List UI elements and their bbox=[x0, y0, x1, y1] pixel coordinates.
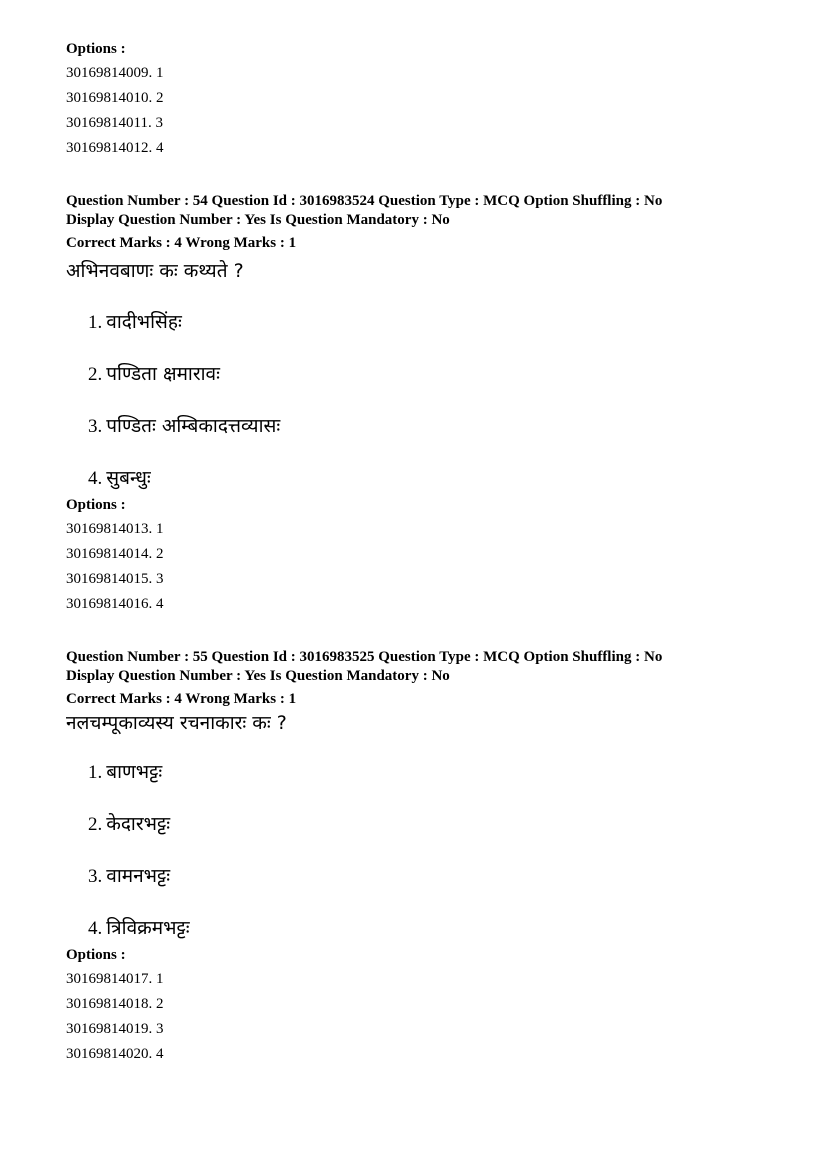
choice-number: 2. bbox=[88, 814, 103, 835]
choice-text: केदारभट्टः bbox=[106, 813, 171, 835]
option-id: 30169814015. 3 bbox=[66, 571, 164, 587]
question-marks: Correct Marks : 4 Wrong Marks : 1 bbox=[66, 235, 297, 251]
choice-item bbox=[88, 863, 170, 891]
choice-text: पण्डितः अम्बिकादत्तव्यासः bbox=[106, 415, 281, 437]
question-text: नलचम्पूकाव्यस्य रचनाकारः कः ? bbox=[66, 712, 287, 734]
choice-text: त्रिविक्रमभट्टः bbox=[106, 917, 190, 939]
choice-item bbox=[88, 309, 182, 337]
option-id: 30169814019. 3 bbox=[66, 1021, 164, 1037]
choice-text: पण्डिता क्षमारावः bbox=[106, 363, 220, 385]
option-id: 30169814018. 2 bbox=[66, 996, 164, 1012]
choice-item bbox=[88, 413, 280, 441]
options-label: Options : bbox=[66, 947, 126, 963]
question-marks: Correct Marks : 4 Wrong Marks : 1 bbox=[66, 691, 297, 707]
option-id: 30169814010. 2 bbox=[66, 90, 164, 106]
choice-item bbox=[88, 811, 170, 839]
question-header-line2: Display Question Number : Yes Is Question Mandatory : No bbox=[66, 668, 450, 684]
option-id: 30169814013. 1 bbox=[66, 521, 164, 537]
question-header-line1: Question Number : 54 Question Id : 3016983524 Question Type : MCQ Option Shuffling : No bbox=[66, 193, 663, 209]
choice-text: सुबन्धुः bbox=[106, 467, 151, 489]
question-header-line1: Question Number : 55 Question Id : 3016983525 Question Type : MCQ Option Shuffling : No bbox=[66, 649, 663, 665]
option-id: 30169814011. 3 bbox=[66, 115, 163, 131]
choice-number: 2. bbox=[88, 364, 103, 385]
choice-item bbox=[88, 465, 151, 493]
choice-number: 3. bbox=[88, 416, 103, 437]
question-header-line2: Display Question Number : Yes Is Question Mandatory : No bbox=[66, 212, 450, 228]
option-id: 30169814017. 1 bbox=[66, 971, 164, 987]
option-id: 30169814020. 4 bbox=[66, 1046, 164, 1062]
choice-number: 3. bbox=[88, 866, 103, 887]
choice-item bbox=[88, 361, 220, 389]
option-id: 30169814014. 2 bbox=[66, 546, 164, 562]
choice-item bbox=[88, 915, 190, 943]
choice-number: 1. bbox=[88, 312, 103, 333]
option-id: 30169814016. 4 bbox=[66, 596, 164, 612]
options-label: Options : bbox=[66, 41, 126, 57]
option-id: 30169814009. 1 bbox=[66, 65, 164, 81]
choice-text: वादीभसिंहः bbox=[106, 311, 182, 333]
option-id: 30169814012. 4 bbox=[66, 140, 164, 156]
choice-text: बाणभट्टः bbox=[106, 761, 163, 783]
choice-item bbox=[88, 759, 162, 787]
question-text: अभिनवबाणः कः कथ्यते ? bbox=[66, 260, 244, 282]
options-label: Options : bbox=[66, 497, 126, 513]
choice-number: 4. bbox=[88, 468, 103, 489]
choice-number: 4. bbox=[88, 918, 103, 939]
choice-number: 1. bbox=[88, 762, 103, 783]
choice-text: वामनभट्टः bbox=[106, 865, 171, 887]
